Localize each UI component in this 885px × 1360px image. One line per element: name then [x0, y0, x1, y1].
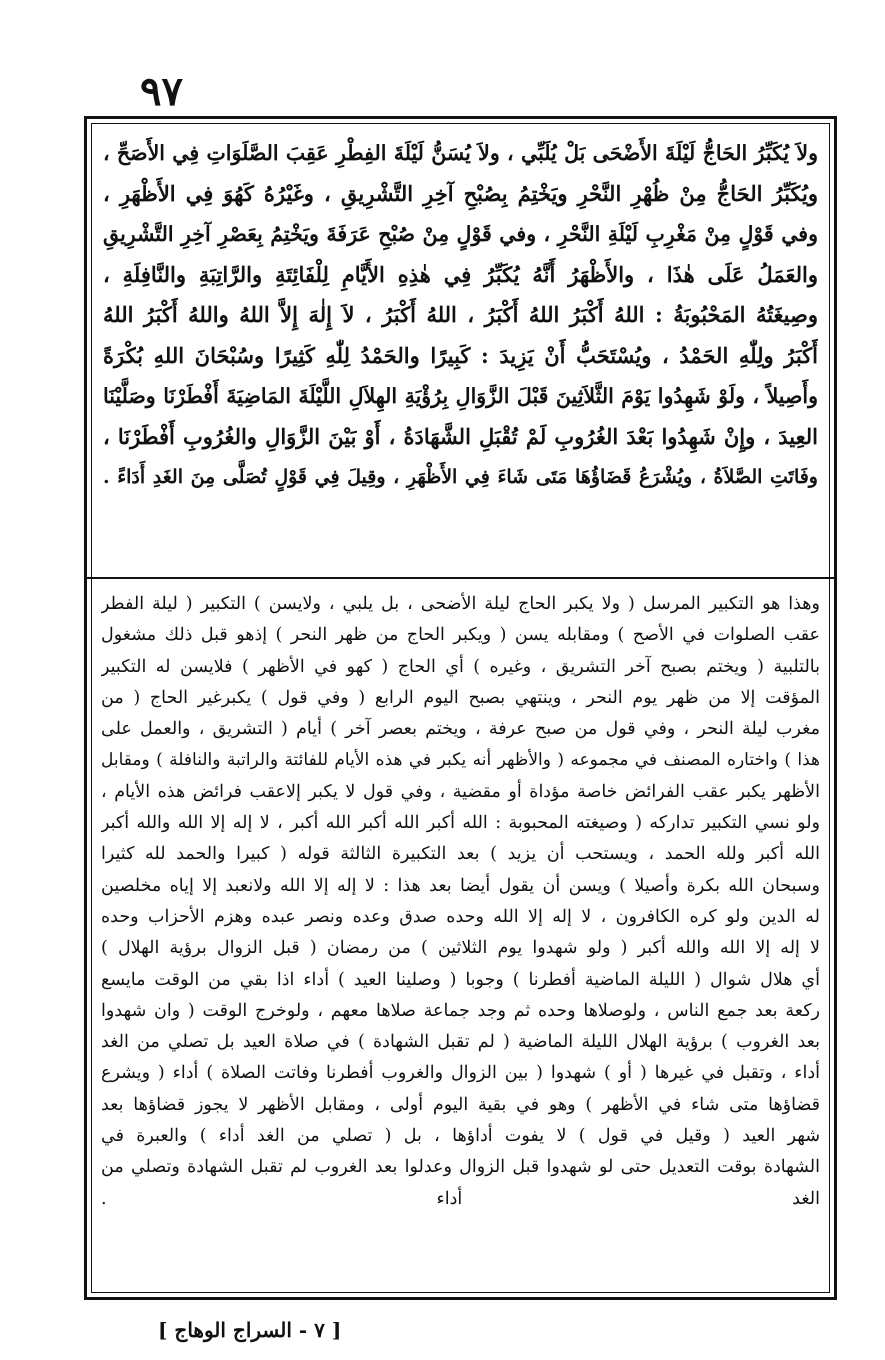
sharh-line: المؤقت إلا من ظهر يوم النحر ، وينتهي بصبح اليوم الرابع ( وفي قول ) يكبرغير الحاج ( من [101, 687, 820, 708]
sharh-line: بالتلبية ( ويختم بصبح آخر التشريق ، وغيره ) أي الحاج ( كهو في الأظهر ) فلايسن له التكبير [101, 656, 820, 677]
matn-block [103, 133, 818, 573]
matn-line: والعَمَلُ عَلَى هٰذَا ، والأَظْهَرُ أَنَّهُ يُكَبِّرُ فِي هٰذِهِ الأَيَّامِ لِلْفَائِتَةِ والرَّاتِبَةِ والنَّافِلَةِ ، [103, 261, 818, 287]
sharh-line: له الدين ولو كره الكافرون ، لا إله إلا الله وحده صدق وعده ونصر عبده وهزم الأحزاب وحده [101, 906, 820, 927]
sharh-line: شهر العيد ( وقيل في قول ) لا يفوت أداؤها ، بل ( تصلي من الغد أداء ) والعبرة في [101, 1126, 820, 1147]
page-number: ٩٧ [140, 68, 183, 115]
sharh-line: ولو نسي التكبير تداركه ( وصيغته المحبوبة : الله أكبر الله أكبر الله أكبر ، لا إله إلا الله والله أكبر [101, 813, 820, 834]
section-divider [87, 577, 834, 579]
matn-line: وأَصِيلاً ، ولَوْ شَهِدُوا يَوْمَ الثَّلاَثِينَ قَبْلَ الزَّوَالِ بِرُؤْيَةِ الهِلاَلِ اللَّيْلَةَ المَاضِيَةَ أَفْطَرْنَا وصَلَّيْنَا [103, 384, 818, 408]
sharh-line: وهذا هو التكبير المرسل ( ولا يكبر الحاج ليلة الأضحى ، بل يلبي ، ولايسن ) التكبير ( ليلة الفطر [101, 594, 820, 614]
sharh-line: وسبحان الله بكرة وأصيلا ) ويسن أن يقول أيضا بعد هذا : لا إله إلا الله ولانعبد إلا إياه مخلصين [101, 875, 820, 896]
matn-line: أَكْبَرُ ولِلّٰهِ الحَمْدُ ، ويُسْتَحَبُّ أَنْ يَزِيدَ : كَبِيرًا والحَمْدُ لِلّٰهِ كَثِيرًا وسُبْحَانَ اللهِ بُكْرَةً [103, 342, 818, 368]
text-frame [84, 116, 837, 1300]
sharh-line: مغرب ليلة النحر ، وفي قول من صبح عرفة ، ويختم بعصر آخر ) أيام ( التشريق ، والعمل على [101, 719, 820, 740]
matn-line: وفي قَوْلٍ مِنْ مَغْرِبِ لَيْلَةِ النَّحْرِ ، وفي قَوْلٍ مِنْ صُبْحِ عَرَفَةَ ويَخْتِمُ بِعَصْرِ آخِرِ التَّشْرِيقِ [103, 222, 818, 246]
matn-line: وصِيغَتُهُ المَحْبُوبَةُ : اللهُ أَكْبَرُ اللهُ أَكْبَرُ ، اللهُ أَكْبَرُ ، لاَ إِلٰهَ إِلاَّ اللهُ واللهُ أَكْبَرُ اللهُ [103, 302, 818, 327]
sharh-line: أي هلال شوال ( الليلة الماضية أفطرنا ) وجوبا ( وصلينا العيد ) أداء اذا بقي من الوقت مايسع [101, 969, 820, 990]
sharh-line: قضاؤها متى شاء في الأظهر ) وهو في بقية اليوم أولى ، ومقابل الأظهر لا يجوز قضاؤها بعد [101, 1094, 820, 1115]
sharh-line: لا إله إلا الله والله أكبر ( ولو شهدوا يوم الثلاثين ) من رمضان ( قبل الزوال برؤية الهلال ) [101, 938, 820, 959]
matn-line: ولاَ يُكَبِّرُ الحَاجُّ لَيْلَةَ الأَضْحَى بَلْ يُلَبِّي ، ولاَ يُسَنُّ لَيْلَةَ الفِطْرِ عَقِبَ الصَّلَوَاتِ فِي الأَصَحِّ ، [103, 141, 818, 165]
matn-line: ويُكَبِّرُ الحَاجُّ مِنْ ظُهْرِ النَّحْرِ ويَخْتِمُ بِصُبْحِ آخِرِ التَّشْرِيقِ ، وغَيْرُهُ كَهُوَ فِي الأَظْهَرِ ، [103, 180, 818, 206]
sharh-line: هذا ) واختاره المصنف في مجموعه ( والأظهر أنه يكبر في هذه الأيام للفائتة والراتبة والنافلة ) ومقابل [101, 750, 820, 771]
matn-line: وفَاتَتِ الصَّلاَةُ ، ويُشْرَعُ قَضَاؤُهَا مَتَى شَاءَ فِي الأَظْهَرِ ، وقِيلَ فِي قَوْلٍ تُصَلَّى مِنَ الغَدِ أَدَاءً . [103, 466, 818, 488]
sharh-line: الله أكبر ولله الحمد ، ويستحب أن يزيد ) بعد التكبيرة الثالثة قوله ( كبيرا والحمد لله كثيرا [101, 844, 820, 865]
matn-line: العِيدَ ، وإِنْ شَهِدُوا بَعْدَ الغُرُوبِ لَمْ تُقْبَلِ الشَّهَادَةُ ، أَوْ بَيْنَ الزَّوَالِ والغُرُوبِ أَفْطَرْنَا ، [103, 423, 818, 449]
sharh-line-last [101, 1215, 820, 1246]
sharh-line: ركعة بعد جمع الناس ، ولوصلاها وحده ثم وجد جماعة صلاها معهم ، ولوخرج الوقت ( وان شهدوا [101, 1000, 820, 1021]
sharh-line: بعد الغروب ) برؤية الهلال الليلة الماضية ( لم تقبل الشهادة ) في صلاة العيد بل تصلي من الغد [101, 1032, 820, 1053]
sharh-line: الشهادة بوقت التعديل حتى لو شهدوا قبل الزوال وعدلوا بعد الغروب لم تقبل الشهادة وتصلي من [101, 1157, 820, 1178]
sharh-line: عقب الصلوات في الأصح ) ومقابله يسن ( ويكبر الحاج من ظهر النحر ) إذهو قبل ذلك مشغول [101, 625, 820, 646]
sharh-line: الغد أداء . [101, 1188, 820, 1209]
sharh-line: الأظهر يكبر عقب الفرائض خاصة مؤداة أو مقضية ، وفي قول لا يكبر إلاعقب فرائض هذه الأيام ، [101, 781, 820, 802]
page-footer: [ ٧ - السراج الوهاج ] [158, 1318, 342, 1342]
sharh-block [101, 589, 820, 1289]
sharh-line: أداء ، وتقبل في غيرها ( أو ) شهدوا ( بين الزوال والغروب أفطرنا وفاتت الصلاة ) أداء ( ويشرع [101, 1063, 820, 1084]
